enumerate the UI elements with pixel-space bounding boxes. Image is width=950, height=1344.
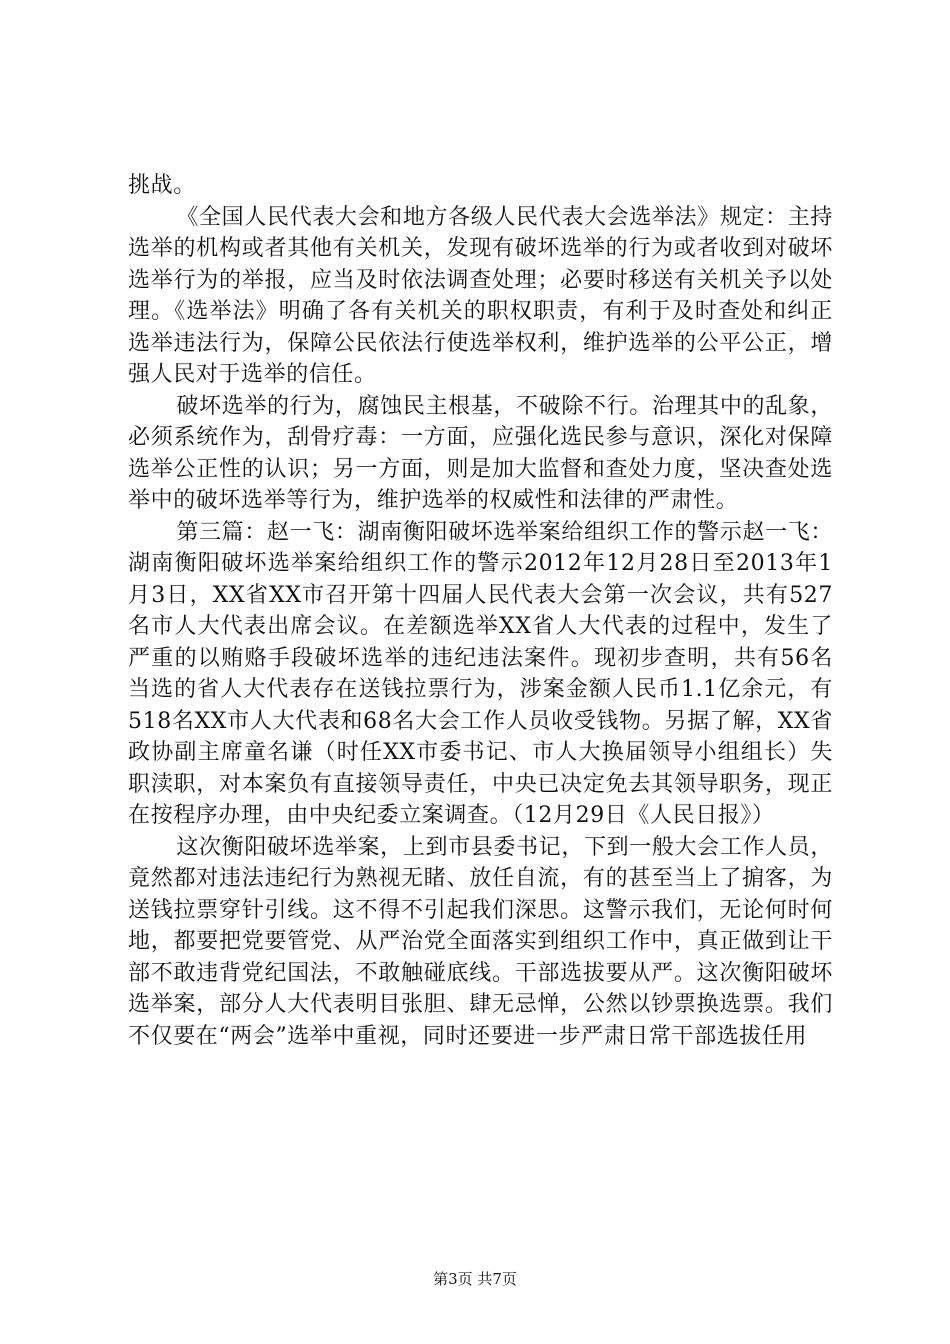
page-footer: 第3页 共7页	[433, 1270, 517, 1288]
paragraph-continuation: 挑战。	[128, 173, 196, 198]
paragraph-hengyang-case: 这次衡阳破坏选举案，上到市县委书记，下到一般大会工作人员，竟然都对违法违纪行为熟视无睹、放任自流，有的甚至当上了掮客，为送钱拉票穿针引线。这不得不引起我们深思。这警示我们，无论何时何地，都要把党要管党、从严治党全面落实到组织工作中，真正做到让干部不敢违背党纪国法，不敢触碰底线。干部选拔要从严。这次衡阳破坏选举案，部分人大代表明目张胆、肆无忌惮，公然以钞票换选票。我们不仅要在“两会”选举中重视，同时还要进一步严肃日常干部选拔任用	[128, 834, 833, 1049]
paragraph-election-law: 《全国人民代表大会和地方各级人民代表大会选举法》规定：主持选举的机构或者其他有关机关，发现有破坏选举的行为或者收到对破坏选举行为的举报，应当及时依法调查处理；必要时移送有关机关予以处理。《选举法》明确了各有关机关的职权职责，有利于及时查处和纠正选举违法行为，保障公民依法行使选举权利，维护选举的公平公正，增强人民对于选举的信任。	[128, 204, 833, 387]
paragraph-third-article: 第三篇：赵一飞：湖南衡阳破坏选举案给组织工作的警示赵一飞：湖南衡阳破坏选举案给组织工作的警示2012年12月28日至2013年1月3日，XX省XX市召开第十四届人民代表大会第一次会议，共有527名市人大代表出席会议。在差额选举XX省人大代表的过程中，发生了严重的以贿赂手段破坏选举的违纪违法案件。现初步查明，共有56名当选的省人大代表存在送钱拉票行为，涉案金额人民币1.1亿余元，有518名XX市人大代表和68名大会工作人员收受钱物。另据了解，XX省政协副主席童名谦（时任XX市委书记、市人大换届领导小组组长）失职渎职，对本案负有直接领导责任，中央已决定免去其领导职务，现正在按程序办理，由中央纪委立案调查。（12月29日《人民日报》）	[128, 519, 833, 828]
body-text	[128, 170, 833, 1052]
paragraph-governance: 破坏选举的行为，腐蚀民主根基，不破除不行。治理其中的乱象，必须系统作为，刮骨疗毒：一方面，应强化选民参与意识，深化对保障选举公正性的认识；另一方面，则是加大监督和查处力度，坚决查处选举中的破坏选举等行为，维护选举的权威性和法律的严肃性。	[128, 393, 833, 513]
